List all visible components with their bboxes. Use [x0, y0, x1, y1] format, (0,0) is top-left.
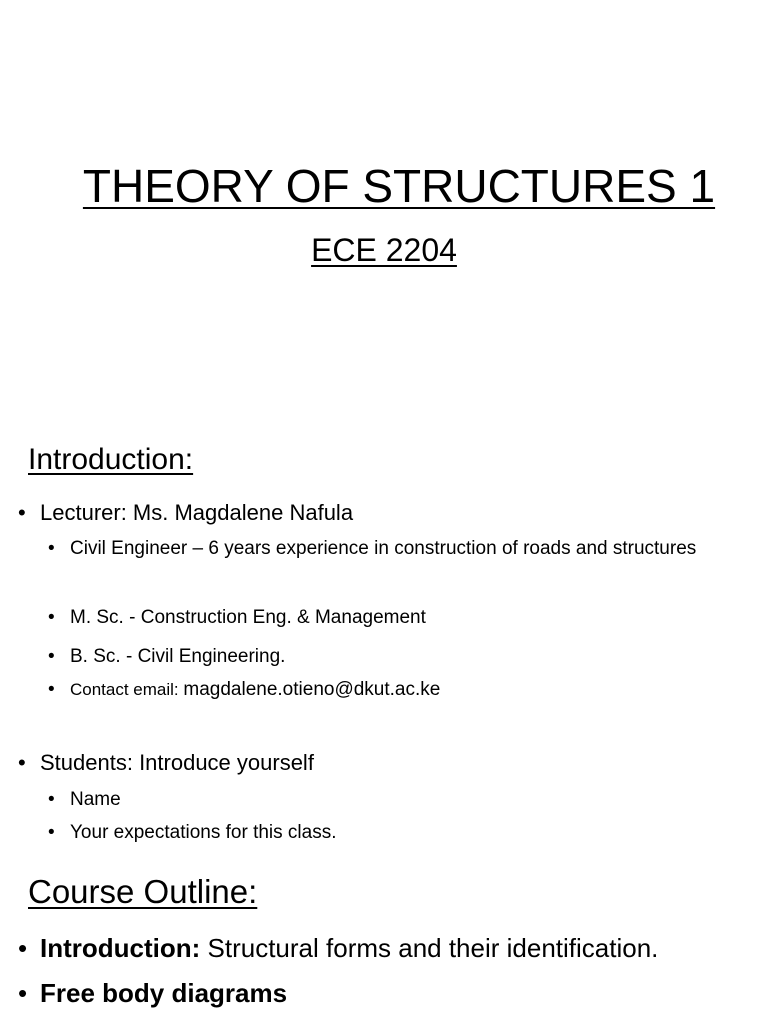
students-detail-text: Your expectations for this class. — [70, 822, 337, 843]
outline-item — [18, 930, 658, 966]
course-code-text: ECE 2204 — [311, 232, 457, 268]
title-text: THEORY OF STRUCTURES 1 — [82, 160, 716, 212]
lecturer-detail-item — [48, 532, 748, 566]
students-item — [18, 748, 314, 778]
contact-label: Contact email: — [70, 680, 184, 699]
outline-item-bold: Introduction: — [40, 933, 201, 963]
lecturer-detail-text: Civil Engineer – 6 years experience in construction of roads and structures — [70, 538, 697, 559]
lecturer-item — [18, 498, 353, 528]
lecturer-detail-item — [48, 601, 748, 635]
course-code — [0, 230, 768, 270]
page-title — [0, 158, 768, 214]
contact-item — [48, 673, 748, 707]
lecturer-detail-item — [48, 640, 748, 674]
students-detail-item — [48, 816, 748, 850]
lecturer-text: Lecturer: Ms. Magdalene Nafula — [40, 500, 354, 525]
contact-email: magdalene.otieno@dkut.ac.ke — [183, 679, 441, 700]
outline-item-bold: Free body diagrams — [40, 978, 288, 1008]
course-outline-heading: Course Outline: — [28, 873, 258, 910]
students-detail-text: Name — [70, 789, 121, 810]
lecturer-detail-text: M. Sc. - Construction Eng. & Management — [70, 607, 426, 628]
outline-item-text: Structural forms and their identification. — [200, 933, 659, 963]
introduction-heading: Introduction: — [28, 443, 194, 476]
students-text: Students: Introduce yourself — [40, 750, 314, 775]
lecturer-detail-text: B. Sc. - Civil Engineering. — [70, 646, 286, 667]
outline-item — [18, 975, 287, 1011]
students-detail-item — [48, 783, 748, 817]
